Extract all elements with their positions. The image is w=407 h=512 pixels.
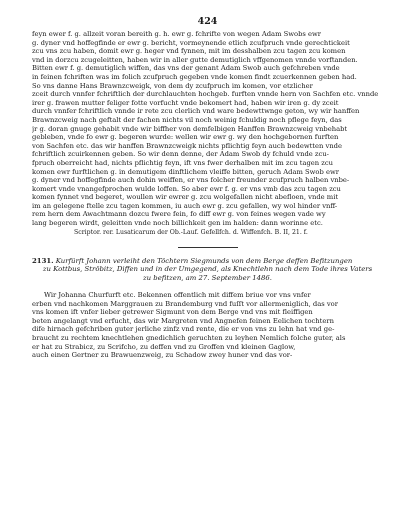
document-number: 2131. bbox=[32, 256, 54, 265]
heading-first-line bbox=[32, 257, 383, 266]
text-line: zceit durch vnnfer fchriftlich der durchlauchten hochgeb. furften vnnde hern von Sachfen etc. vnnde bbox=[32, 90, 379, 99]
text-line: zcu vns zcu haben, domit ewr g. heger vnd fynnen, mit im desshalben zcu tagen zcu komen bbox=[32, 47, 346, 56]
text-line: in feinen fchriften was im folich zcufpruch gegeben vnde komen findt zcuerkennen geben had. bbox=[32, 72, 357, 81]
text-line: komen ewr furftlichen g. in demutigem dinftlichem vleiffe bitten, geruch Adam Swob ewr bbox=[32, 167, 339, 176]
text-line: braucht zu rechtem knechtlehen gnedichlich geruchten zu leyhen Nemlich folche guter, als bbox=[32, 334, 346, 343]
text-line: beten angelangt vnd erfucht, das wir Margreten vnd Angnefen feinen Eelichen tochtern bbox=[32, 316, 334, 325]
text-line: komen fynnet vnd begeret, woullen wir ewrer g. zcu wolgefallen nicht abefloen, vnde mit bbox=[32, 193, 339, 202]
document-summary: zu befitzen, am 27. September 1486. bbox=[143, 274, 272, 283]
document-heading bbox=[32, 257, 383, 283]
text-line: auch einen Gertner zu Brawuenzweig, zu Schadow zwey huner vnd das vor- bbox=[32, 351, 293, 360]
letter-text bbox=[32, 30, 383, 228]
text-line: g. dyner vnd hoffegfinde er ewr g. bericht, vormeynende etlich zcufpruch vnde gerechtickeit bbox=[32, 38, 350, 47]
text-line: So vns danne Hans Brawnzcweigk, von dem dy zcufpruch im komen, vor etzlicher bbox=[32, 81, 313, 90]
text-line: von Sachfen etc. das wir hanffen Brawnzcweigk nichts pflichtig feyn auch bedewtten vnde bbox=[32, 141, 342, 150]
text-line: Wir Johanna Churfurft etc. Bekennen offentlich mit diffem briue vor vns vnfer bbox=[44, 291, 311, 300]
text-line: lang begeren wirdt, geleitten vnde noch billichkeit gen im halden: dann worinne etc. bbox=[32, 219, 323, 228]
section-divider bbox=[178, 247, 238, 248]
text-line: dife hirnach gefchriben guter jerliche zinfz vnd rente, die er von vns zu lehn hat vnd ge- bbox=[32, 325, 335, 334]
text-line: vns komen ift vnfer lieber getrewer Sigmunt von dem Berge vnd vns mit fleiffigen bbox=[32, 308, 313, 317]
text-line: vnd in dorzcu zcugeleitten, haben wir in aller gutte demutiglich vffgenomen vnnde vorftanden. bbox=[32, 55, 358, 64]
text-line: jr g. doran gnuge gehabit vnde wir biffher von demfelbigen Hanffen Brawnzcweig vnbehabt bbox=[32, 124, 348, 133]
text-line: gebleben, vnde fo ewr g. begeren wurde: wellen wir ewr g. wy den hochgebornen furften bbox=[32, 133, 339, 142]
text-line: Bitten ewr f. g. demutiglich wiffen, das vns der genant Adam Swob auch gefchreben vnde bbox=[32, 64, 340, 73]
text-line: im an gelegene ftelle zcu tagen kommen, iu auch ewr g. zcu gefallen, wy wol hinder vnff- bbox=[32, 201, 338, 210]
text-line: fpruch oberreicht had, nichts pflichtig feyn, ift vns fwer derhalben mit im zcu tagen zcu bbox=[32, 158, 333, 167]
charter-text bbox=[32, 291, 383, 360]
text-line: fchriftlich zcuirkennen geben. So wir denn denne, der Adam Swob dy fchuld vnde zcu- bbox=[32, 150, 329, 159]
text-line: rem hern dem Awachtmann dozcu fwere fein, fo diff ewr g. von feines wegen vade wy bbox=[32, 210, 326, 219]
text-line: feyn ewer f. g. allzeit voran bereith g. h. ewr g. fchrifte von wegen Adam Swobs ewr bbox=[32, 30, 322, 38]
page-number: 424 bbox=[197, 16, 218, 27]
document-summary: zu Kottbus, Ströbitz, Diffen und in der Umgegend, als Knechtlehn nach dem Tode ihres Vaters bbox=[42, 265, 373, 274]
text-line: komert vnde vnangefprochen wulde loffen. So aber ewr f. g. er vns vmb das zcu tagen zcu bbox=[32, 184, 341, 193]
text-line: er hat zu Strabicz, zu Scrifcho, zu deffen vnd zu Groffen vnd kleinen Gaglow, bbox=[32, 342, 296, 351]
text-line: irer g. frawen mutter feliger fotte vorfucht vnde bekomert had, haben wir iren g. dy zceit bbox=[32, 98, 339, 107]
text-line: g. dyner vnd hoffegfinde auch dohin weiffen, er vns folcher freunder zcufpruch halben vnbe- bbox=[32, 176, 350, 185]
text-line: Brawnzcweig nach geftalt der fachen nichts vil noch weinig fchuldig noch pflege feyn, das bbox=[32, 115, 342, 124]
text-line: erben vnd nachkomen Marggrauen zu Brandemburg vnd fuſſt vor allermeniglich, das vor bbox=[32, 299, 338, 308]
text-line: durch vnnfer fchriftlich vnnde ir rete zcu clerlich vnd ware bedewttwnge geton, wy wir hanffen bbox=[32, 107, 360, 116]
source-citation: Scriptor. rer. Lusaticarum der Ob.-Lauf. Gefellfch. d. Wiffenfch. B. II, 21. f. bbox=[74, 228, 308, 236]
document-summary: Kurfürft Johann verleiht den Töchtern Siegmunds von dem Berge deffen Befitzungen bbox=[55, 256, 353, 265]
